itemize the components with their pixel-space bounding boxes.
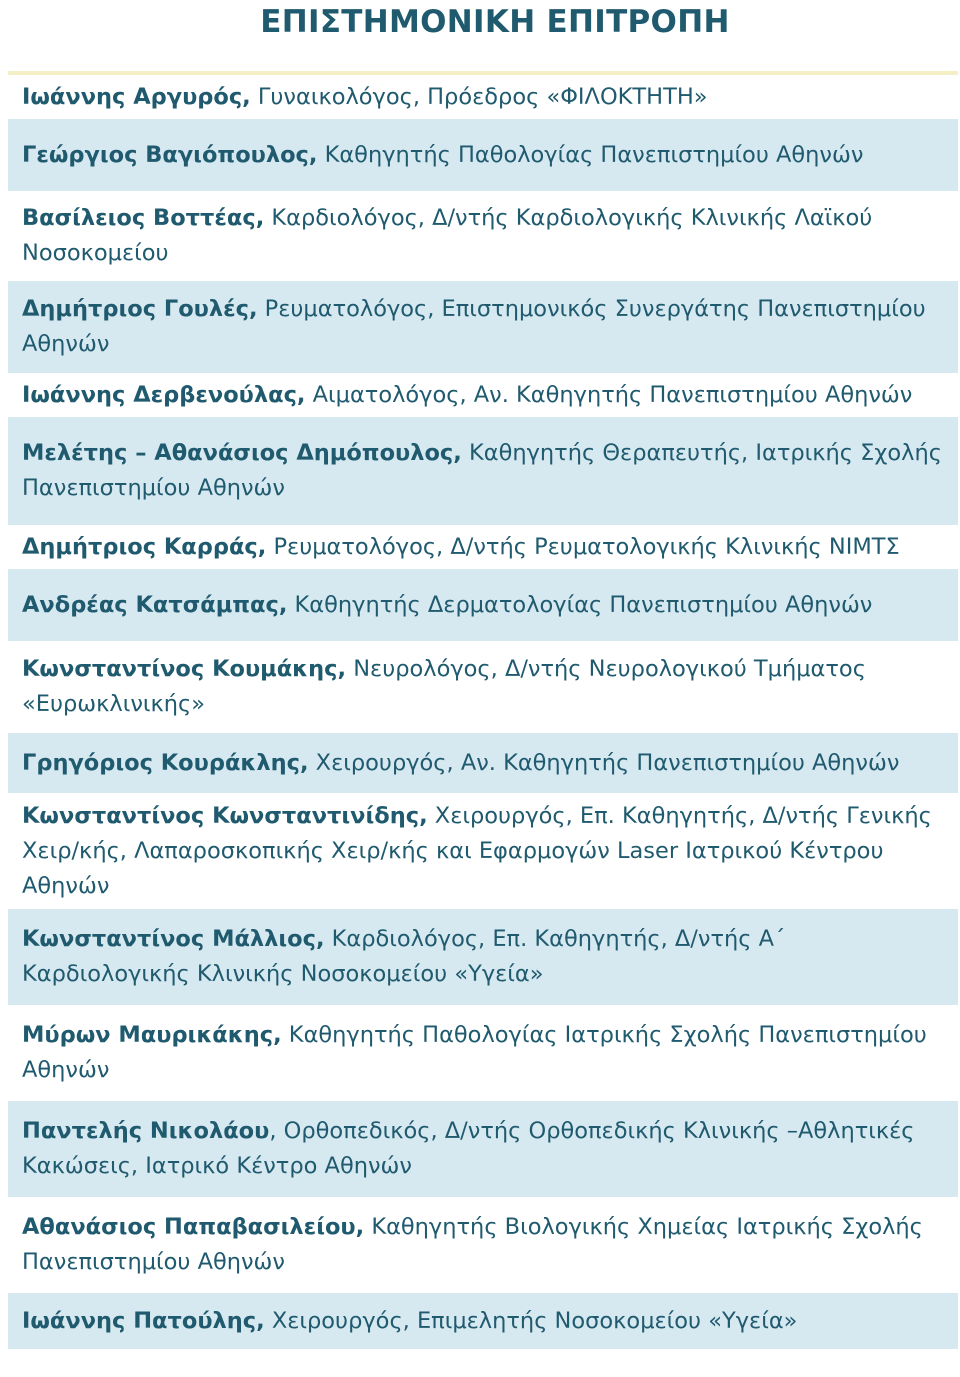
member-role: Καρδιολόγος, Επ. Καθηγητής, Δ/ντής Α΄ Καρδιολογικής Κλινικής Νοσοκομείου «Υγεία»	[22, 926, 786, 987]
member-name: Κωνσταντίνος Κουμάκης,	[22, 656, 347, 682]
member-role: Χειρουργός, Επιμελητής Νοσοκομείου «Υγεία»	[264, 1307, 798, 1334]
member-row-patoulis	[8, 1293, 958, 1349]
member-row-mavrikakis	[8, 1005, 958, 1101]
member-row-dimopoulos	[8, 417, 958, 525]
member-role: Ρευματολόγος, Δ/ντής Ρευματολογικής Κλινικής ΝΙΜΤΣ	[266, 533, 900, 560]
member-row-goules	[8, 281, 958, 373]
member-entry	[22, 292, 944, 362]
member-name: Ιωάννης Αργυρός,	[22, 83, 251, 110]
member-name: Γεώργιος Βαγιόπουλος,	[22, 141, 318, 168]
member-name: Ιωάννης Πατούλης,	[22, 1307, 265, 1334]
member-name: Ανδρέας Κατσάμπας,	[22, 591, 288, 618]
member-row-nikolaou	[8, 1101, 958, 1197]
member-name: Κωνσταντίνος Μάλλιος,	[22, 926, 325, 952]
member-row-argyros	[8, 75, 958, 119]
member-name: Μύρων Μαυρικάκης,	[22, 1022, 282, 1048]
member-name: Αθανάσιος Παπαβασιλείου,	[22, 1214, 365, 1240]
committee-list	[8, 75, 958, 1349]
page-title: ΕΠΙΣΤΗΜΟΝΙΚΗ ΕΠΙΤΡΟΠΗ	[260, 4, 730, 40]
member-role: Νευρολόγος, Δ/ντής Νευρολογικού Τμήματος «Ευρωκλινικής»	[22, 656, 866, 717]
member-role: Χειρουργός, Αν. Καθηγητής Πανεπιστημίου Αθηνών	[308, 749, 900, 776]
member-entry	[22, 652, 944, 722]
member-row-votteas	[8, 191, 958, 281]
member-name: Γρηγόριος Κουράκλης,	[22, 749, 309, 776]
member-name: Μελέτης – Αθανάσιος Δημόπουλος,	[22, 440, 462, 466]
member-entry	[22, 378, 912, 413]
member-row-katsampas	[8, 569, 958, 641]
member-row-koumakis	[8, 641, 958, 733]
member-row-kouraklis	[8, 733, 958, 793]
member-role: Καθηγητής Παθολογίας Ιατρικής Σχολής Πανεπιστημίου Αθηνών	[22, 1022, 927, 1083]
member-name: Βασίλειος Βοττέας,	[22, 205, 265, 231]
member-entry	[22, 138, 863, 173]
member-name: Κωνσταντίνος Κωνσταντινίδης,	[22, 802, 428, 829]
member-entry	[22, 1304, 797, 1339]
member-name: Δημήτριος Καρράς,	[22, 533, 267, 560]
member-row-vagiopoulos	[8, 119, 958, 191]
member-name: Παντελής Νικολάου	[22, 1118, 270, 1144]
member-role: Ρευματολόγος, Επιστημονικός Συνεργάτης Πανεπιστημίου Αθηνών	[22, 296, 926, 357]
member-entry	[22, 530, 900, 565]
member-entry	[22, 1210, 944, 1280]
member-entry	[22, 922, 944, 992]
member-role: Καθηγητής Δερματολογίας Πανεπιστημίου Αθηνών	[287, 591, 873, 618]
member-entry	[22, 436, 944, 506]
member-row-karras	[8, 525, 958, 569]
member-role: Χειρουργός, Επ. Καθηγητής, Δ/ντής Γενικής Χειρ/κής, Λαπαροσκοπικής Χειρ/κής και Εφαρμογών Laser Ιατρικού Κέντρου Αθηνών	[22, 802, 932, 899]
member-role: Αιματολόγος, Αν. Καθηγητής Πανεπιστημίου Αθηνών	[305, 381, 913, 408]
member-role: , Ορθοπεδικός, Δ/ντής Ορθοπεδικής Κλινικής –Αθλητικές Κακώσεις, Ιατρικό Κέντρο Αθηνών	[22, 1118, 915, 1179]
member-entry	[22, 1018, 944, 1088]
member-name: Δημήτριος Γουλές,	[22, 296, 258, 322]
member-row-mallios	[8, 909, 958, 1005]
member-role: Καθηγητής Βιολογικής Χημείας Ιατρικής Σχολής Πανεπιστημίου Αθηνών	[22, 1214, 923, 1275]
member-role: Καθηγητής Θεραπευτής, Ιατρικής Σχολής Πανεπιστημίου Αθηνών	[22, 440, 942, 501]
member-entry	[22, 746, 899, 781]
member-role: Γυναικολόγος, Πρόεδρος «ΦΙΛΟΚΤΗΤΗ»	[250, 83, 708, 110]
member-entry	[22, 799, 944, 904]
member-role: Καρδιολόγος, Δ/ντής Καρδιολογικής Κλινικής Λαϊκού Νοσοκομείου	[22, 205, 873, 266]
member-entry	[22, 80, 708, 115]
member-row-konstantinidis	[8, 793, 958, 909]
member-row-dervenoulas	[8, 373, 958, 417]
member-entry	[22, 201, 944, 271]
member-row-papavasileiou	[8, 1197, 958, 1293]
member-name: Ιωάννης Δερβενούλας,	[22, 381, 306, 408]
member-role: Καθηγητής Παθολογίας Πανεπιστημίου Αθηνών	[317, 141, 864, 168]
member-entry	[22, 1114, 944, 1184]
member-entry	[22, 588, 872, 623]
